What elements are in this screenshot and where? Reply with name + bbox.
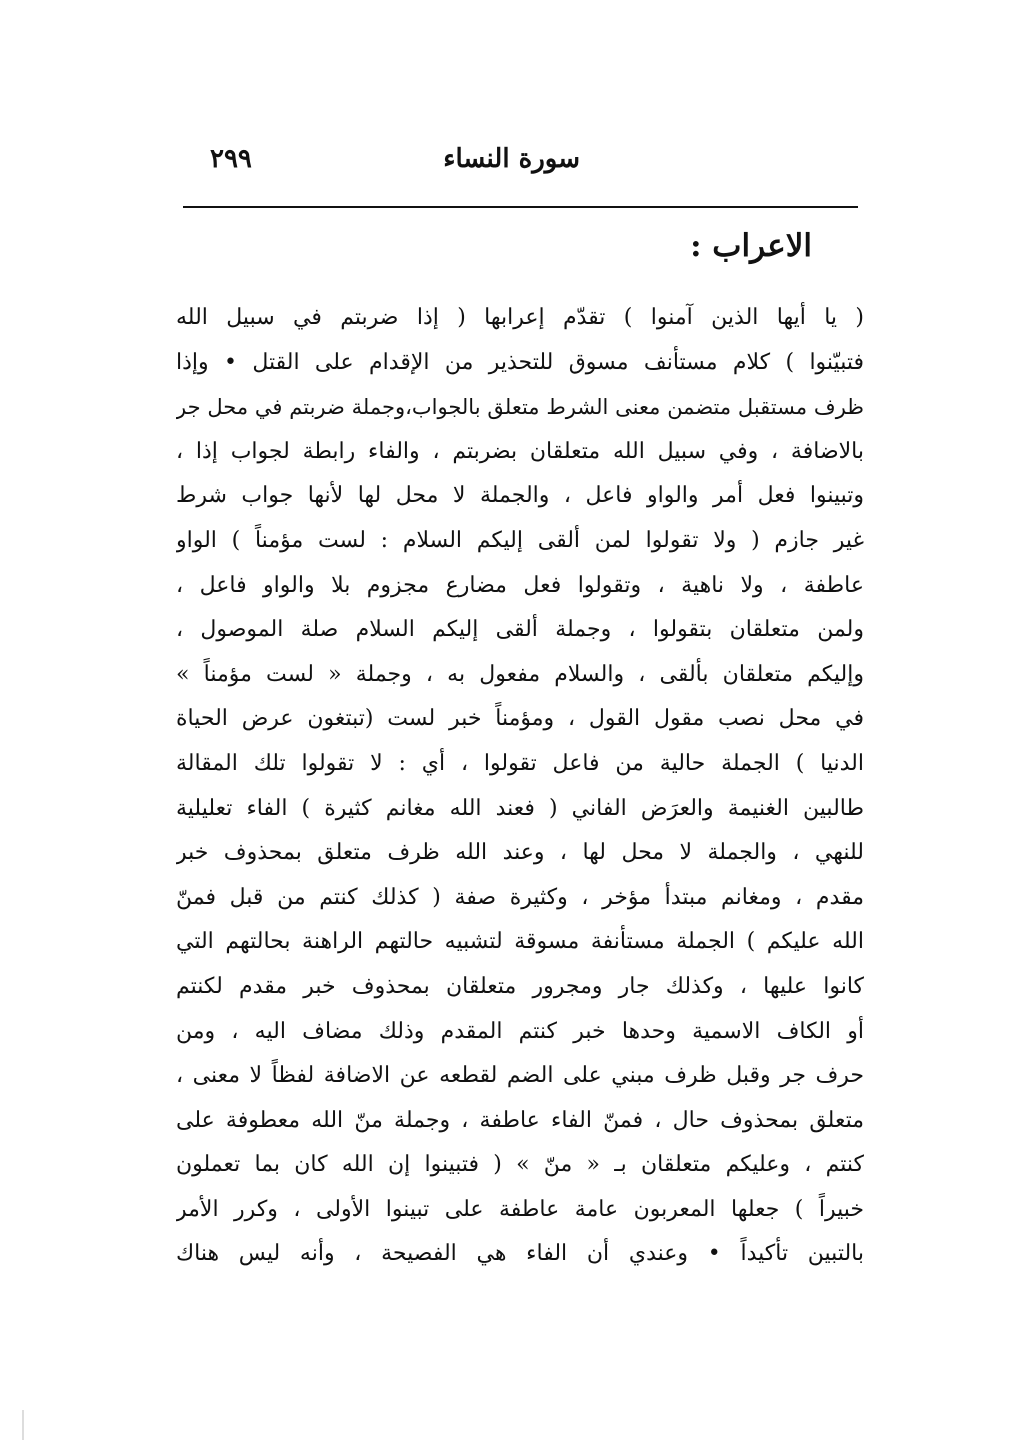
text-line: فتبيّنوا ) كلام مستأنف مسوق للتحذير من الإقدام على القتل • وإذا	[176, 349, 864, 375]
page-header	[180, 138, 860, 188]
text-line: حرف جر وقبل ظرف مبني على الضم لقطعه عن الاضافة لفظاً لا معنى ،	[176, 1063, 864, 1089]
surah-title: سورة النساء	[443, 144, 580, 174]
text-line: بالاضافة ، وفي سبيل الله متعلقان بضربتم ، والفاء رابطة لجواب إذا ،	[176, 438, 864, 464]
text-line: غير جازم ( ولا تقولوا لمن ألقى إليكم السلام : لست مؤمناً ) الواو	[176, 527, 864, 553]
text-line: بالتبين تأكيداً • وعندي أن الفاء هي الفصيحة ، وأنه ليس هناك	[176, 1241, 864, 1267]
page-number: ٢٩٩	[210, 144, 252, 174]
text-line: كانوا عليها ، وكذلك جار ومجرور متعلقان بمحذوف خبر مقدم لكنتم	[176, 973, 864, 999]
scan-margin-mark	[22, 1410, 24, 1440]
text-line: طالبين الغنيمة والعرَض الفاني ( فعند الله مغانم كثيرة ) الفاء تعليلية	[176, 795, 864, 821]
text-line: أو الكاف الاسمية وحدها خبر كنتم المقدم وذلك مضاف اليه ، ومن	[176, 1018, 864, 1044]
text-line: ظرف مستقبل متضمن معنى الشرط متعلق بالجواب،وجملة ضربتم في محل جر	[176, 395, 864, 420]
text-line: وإليكم متعلقان بألقى ، والسلام مفعول به ، وجملة « لست مؤمناً »	[176, 661, 864, 687]
text-line: كنتم ، وعليكم متعلقان بـ « منّ » ( فتبينوا إن الله كان بما تعملون	[176, 1152, 864, 1178]
text-line: ولمن متعلقان بتقولوا ، وجملة ألقى إليكم السلام صلة الموصول ،	[176, 617, 864, 643]
header-divider	[183, 206, 858, 208]
text-line: للنهي ، والجملة لا محل لها ، وعند الله ظرف متعلق بمحذوف خبر	[176, 840, 864, 866]
body-text	[176, 296, 864, 1277]
text-line: وتبينوا فعل أمر والواو فاعل ، والجملة لا محل لها لأنها جواب شرط	[176, 483, 864, 509]
text-line: متعلق بمحذوف حال ، فمنّ الفاء عاطفة ، وجملة منّ الله معطوفة على	[176, 1107, 864, 1133]
text-line: ( يا أيها الذين آمنوا ) تقدّم إعرابها ( إذا ضربتم في سبيل الله	[176, 305, 864, 330]
text-line: خبيراً ) جعلها المعربون عامة عاطفة على تبينوا الأولى ، وكرر الأمر	[176, 1196, 864, 1222]
text-line: الدنيا ) الجملة حالية من فاعل تقولوا ، أي : لا تقولوا تلك المقالة	[176, 750, 864, 776]
text-line: الله عليكم ) الجملة مستأنفة مسوقة لتشبيه حالتهم الراهنة بحالتهم التي	[176, 929, 864, 955]
text-line: عاطفة ، ولا ناهية ، وتقولوا فعل مضارع مجزوم بلا والواو فاعل ،	[176, 572, 864, 598]
text-line: مقدم ، ومغانم مبتدأ مؤخر ، وكثيرة صفة ( كذلك كنتم من قبل فمنّ	[176, 884, 864, 910]
section-heading: الاعراب :	[690, 228, 812, 264]
text-line: في محل نصب مقول القول ، ومؤمناً خبر لست (تبتغون عرض الحياة	[176, 706, 864, 732]
